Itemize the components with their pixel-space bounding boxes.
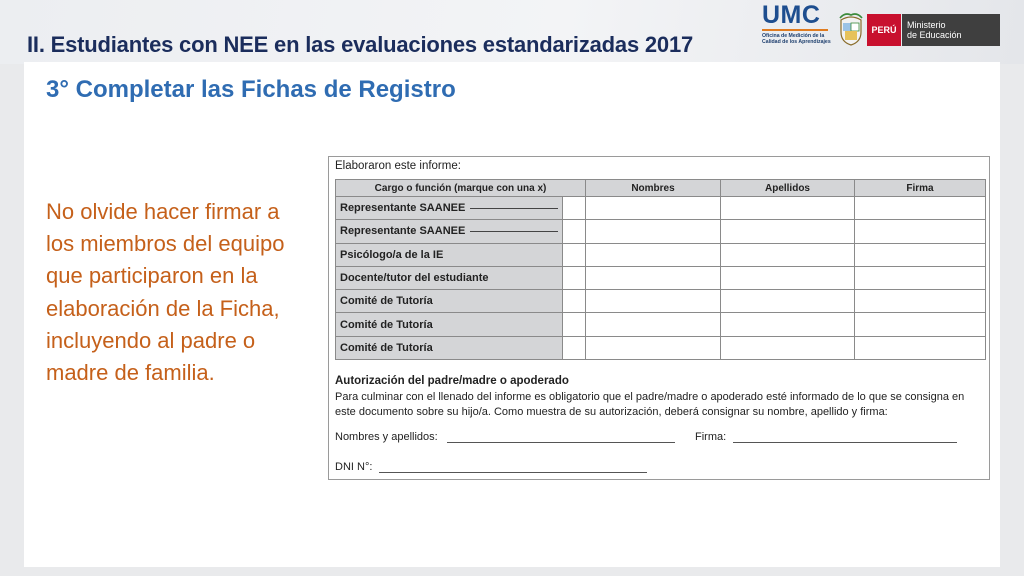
table-row bbox=[336, 197, 986, 220]
nombres-cell bbox=[586, 313, 721, 336]
firma-cell bbox=[855, 290, 986, 313]
row-label: Comité de Tutoría bbox=[336, 313, 563, 336]
dni-line bbox=[379, 472, 647, 473]
form-heading: Elaboraron este informe: bbox=[335, 160, 461, 172]
mark-box bbox=[563, 243, 586, 266]
names-label: Nombres y apellidos: bbox=[335, 431, 438, 443]
peru-logo: PERÚ bbox=[867, 14, 901, 46]
column-header-nombres: Nombres bbox=[586, 180, 721, 197]
apellidos-cell bbox=[721, 266, 855, 289]
table-row bbox=[336, 220, 986, 243]
mark-box bbox=[563, 313, 586, 336]
column-header-cargo: Cargo o función (marque con una x) bbox=[336, 180, 586, 197]
firma-cell bbox=[855, 197, 986, 220]
firma-line bbox=[733, 442, 957, 443]
mark-box bbox=[563, 336, 586, 359]
apellidos-cell bbox=[721, 243, 855, 266]
nombres-cell bbox=[586, 266, 721, 289]
authorization-title: Autorización del padre/madre o apoderado bbox=[335, 375, 569, 387]
mark-box bbox=[563, 290, 586, 313]
firma-label: Firma: bbox=[695, 431, 727, 443]
names-line bbox=[447, 442, 675, 443]
firma-cell bbox=[855, 313, 986, 336]
table-row bbox=[336, 313, 986, 336]
form-table-header bbox=[336, 180, 986, 197]
row-label: Docente/tutor del estudiante bbox=[336, 266, 563, 289]
section-title: 3° Completar las Fichas de Registro bbox=[46, 76, 456, 103]
ministerio-logo bbox=[902, 14, 1000, 46]
umc-logo-subtitle-1: Oficina de Medición de la bbox=[762, 33, 825, 39]
mark-box bbox=[563, 266, 586, 289]
mark-box bbox=[563, 197, 586, 220]
umc-logo-subtitle-2: Calidad de los Aprendizajes bbox=[762, 39, 831, 45]
column-header-apellidos: Apellidos bbox=[721, 180, 855, 197]
table-row bbox=[336, 336, 986, 359]
row-label bbox=[336, 220, 563, 243]
nombres-cell bbox=[586, 290, 721, 313]
column-header-firma: Firma bbox=[855, 180, 986, 197]
table-row bbox=[336, 266, 986, 289]
nombres-cell bbox=[586, 197, 721, 220]
instruction-text: No olvide hacer firmar a los miembros del equipo que participaron en la elaboración de la Ficha, incluyendo al padre o madre de familia. bbox=[46, 199, 285, 386]
form-table bbox=[335, 179, 986, 360]
dni-label: DNI N°: bbox=[335, 461, 373, 473]
umc-logo-bar bbox=[762, 29, 828, 31]
table-row bbox=[336, 290, 986, 313]
nombres-cell bbox=[586, 336, 721, 359]
apellidos-cell bbox=[721, 220, 855, 243]
ministerio-line-2: de Educación bbox=[907, 30, 962, 40]
ministerio-line-1: Ministerio bbox=[907, 20, 946, 30]
nombres-cell bbox=[586, 243, 721, 266]
row-label-text: Representante SAANEE bbox=[340, 202, 466, 215]
mark-box bbox=[563, 220, 586, 243]
apellidos-cell bbox=[721, 336, 855, 359]
apellidos-cell bbox=[721, 197, 855, 220]
firma-cell bbox=[855, 220, 986, 243]
row-label-text: Representante SAANEE bbox=[340, 225, 466, 238]
fill-line bbox=[470, 208, 558, 209]
table-row bbox=[336, 243, 986, 266]
authorization-text: Para culminar con el llenado del informe es obligatorio que el padre/madre o apoderado esté informado de lo que se consigna en este documento sobre su hijo/a. Como muestra de su autorización, deberá consignar su nombre, apellido y firma: bbox=[335, 391, 965, 418]
page-title: II. Estudiantes con NEE en las evaluaciones estandarizadas 2017 bbox=[27, 32, 694, 57]
row-label: Comité de Tutoría bbox=[336, 290, 563, 313]
firma-cell bbox=[855, 243, 986, 266]
umc-logo bbox=[762, 2, 834, 58]
row-label: Comité de Tutoría bbox=[336, 336, 563, 359]
row-label bbox=[336, 197, 563, 220]
apellidos-cell bbox=[721, 290, 855, 313]
umc-logo-word: UMC bbox=[762, 1, 821, 29]
firma-cell bbox=[855, 266, 986, 289]
registration-form bbox=[328, 156, 990, 480]
row-label: Psicólogo/a de la IE bbox=[336, 243, 563, 266]
firma-cell bbox=[855, 336, 986, 359]
apellidos-cell bbox=[721, 313, 855, 336]
nombres-cell bbox=[586, 220, 721, 243]
fill-line bbox=[470, 231, 558, 232]
coat-of-arms-icon bbox=[837, 12, 865, 46]
